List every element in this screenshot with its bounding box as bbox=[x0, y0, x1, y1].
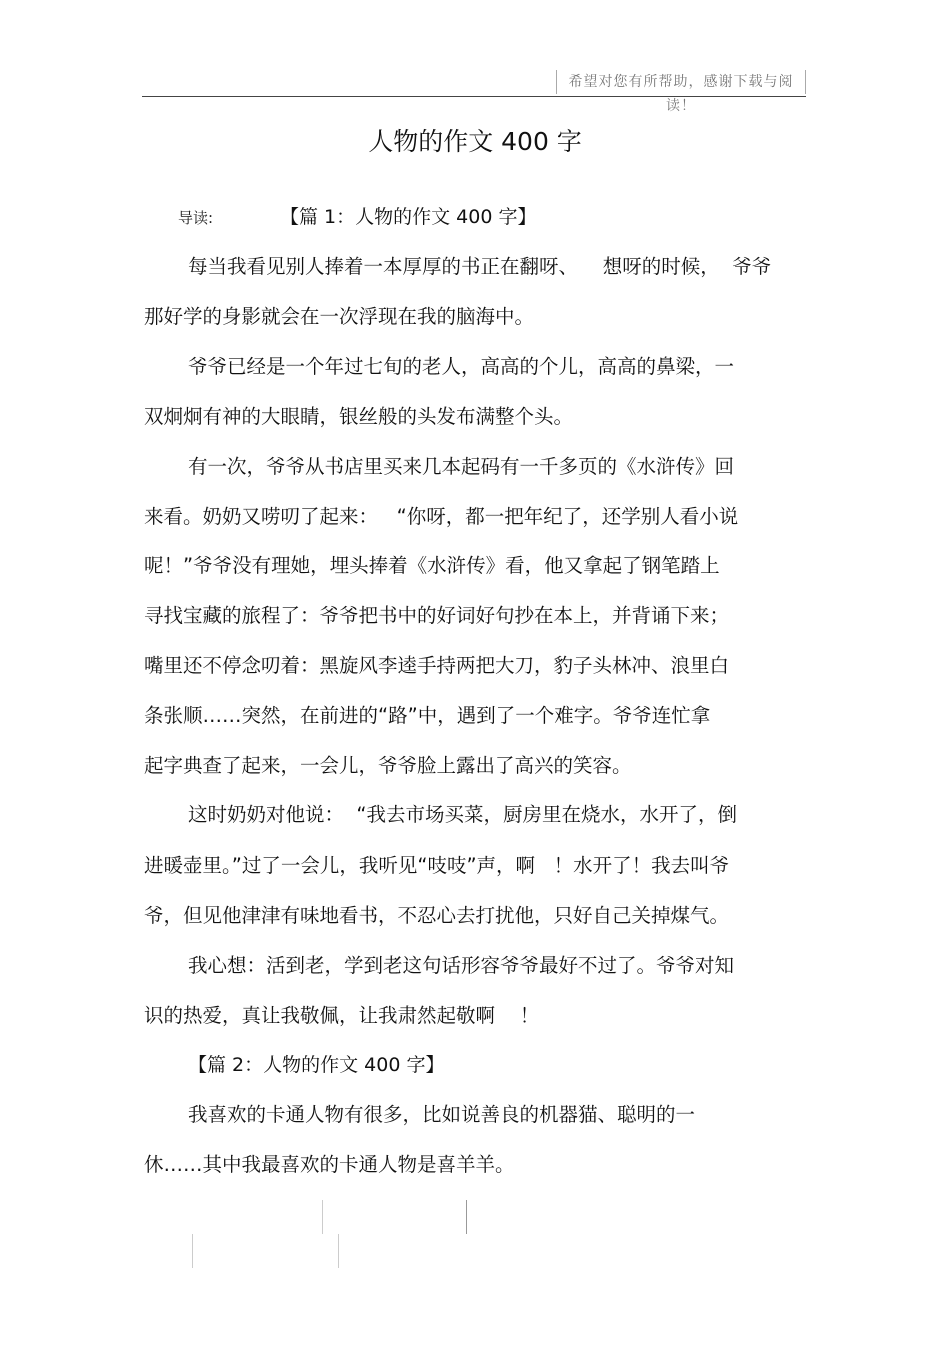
paragraph-line: 爷，但见他津津有味地看书，不忍心去打扰他，只好自己关掉煤气。 bbox=[144, 904, 730, 927]
paragraph-line: 寻找宝藏的旅程了：爷爷把书中的好词好句抄在本上，并背诵下来； bbox=[144, 604, 730, 627]
paragraph-line: 每当我看见别人捧着一本厚厚的书正在翻呀、 想呀的时候， 爷爷 bbox=[188, 255, 772, 278]
paragraph-line: 那好学的身影就会在一次浮现在我的脑海中。 bbox=[144, 305, 535, 328]
paragraph-line: 休……其中我最喜欢的卡通人物是喜羊羊。 bbox=[144, 1153, 515, 1176]
page-title: 人物的作文 400 字 bbox=[368, 127, 582, 156]
paragraph-line: 嘴里还不停念叨着：黑旋风李逵手持两把大刀，豹子头林冲、浪里白 bbox=[144, 654, 730, 677]
section-2-heading: 【篇 2：人物的作文 400 字】 bbox=[188, 1054, 445, 1076]
paragraph-line: 识的热爱，真让我敬佩，让我肃然起敬啊 ！ bbox=[144, 1004, 540, 1027]
paragraph-line: 我喜欢的卡通人物有很多，比如说善良的机器猫、聪明的一 bbox=[188, 1103, 696, 1126]
paragraph-line: 来看。奶奶又唠叨了起来： “你呀，都一把年纪了，还学别人看小说 bbox=[144, 505, 739, 528]
header-rule bbox=[142, 96, 806, 97]
paragraph-line: 这时奶奶对他说： “我去市场买菜，厨房里在烧水，水开了，倒 bbox=[188, 803, 737, 826]
paragraph-line: 我心想：活到老，学到老这句话形容爷爷最好不过了。爷爷对知 bbox=[188, 954, 735, 977]
scan-mark bbox=[466, 1200, 467, 1234]
paragraph-line: 有一次，爷爷从书店里买来几本起码有一千多页的《水浒传》回 bbox=[188, 455, 735, 478]
scan-mark bbox=[322, 1200, 323, 1234]
header-note: 希望对您有所帮助，感谢下载与阅读！ bbox=[556, 70, 806, 94]
intro-label: 导读: bbox=[178, 209, 214, 227]
paragraph-line: 条张顺……突然，在前进的“路”中，遇到了一个难字。爷爷连忙拿 bbox=[144, 704, 711, 727]
paragraph-line: 呢！”爷爷没有理她，埋头捧着《水浒传》看，他又拿起了钢笔踏上 bbox=[144, 554, 720, 577]
scan-mark bbox=[192, 1234, 193, 1268]
paragraph-line: 进暖壶里。”过了一会儿，我听见“吱吱”声，啊 ！水开了！我去叫爷 bbox=[144, 854, 730, 877]
paragraph-line: 双炯炯有神的大眼睛，银丝般的头发布满整个头。 bbox=[144, 405, 574, 428]
section-1-heading: 【篇 1：人物的作文 400 字】 bbox=[280, 206, 537, 228]
paragraph-line: 爷爷已经是一个年过七旬的老人，高高的个儿，高高的鼻梁，一 bbox=[188, 355, 735, 378]
paragraph-line: 起字典查了起来，一会儿，爷爷脸上露出了高兴的笑容。 bbox=[144, 754, 632, 777]
scan-mark bbox=[338, 1234, 339, 1268]
